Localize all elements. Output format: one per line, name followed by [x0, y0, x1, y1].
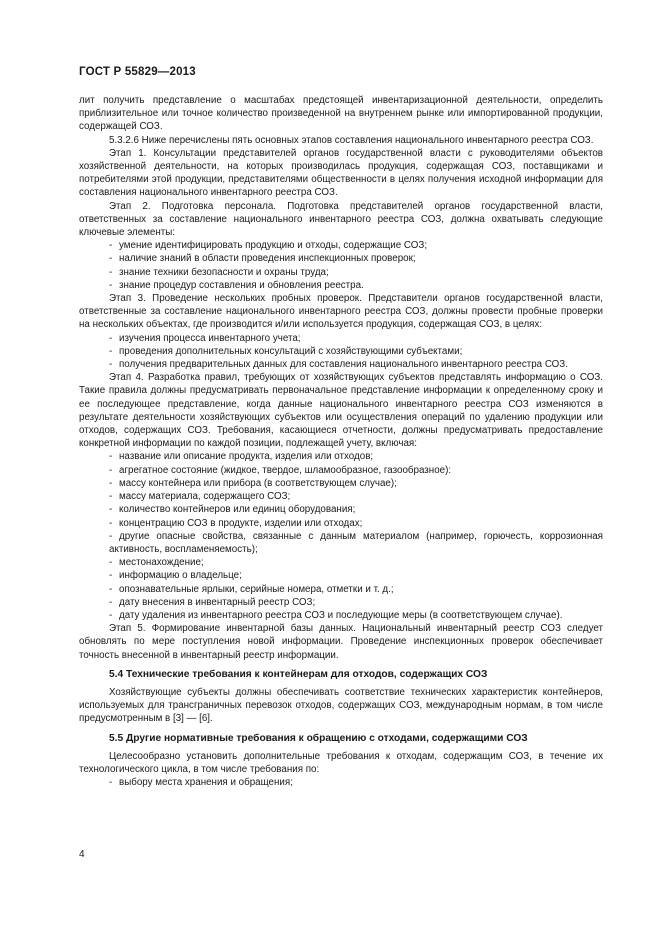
paragraph: Хозяйствующие субъекты должны обеспечивать соответствие технических характеристик контейнеров, используемых для трансграничных перевозок отходов, содержащих СОЗ, международным нормам, в том числе предусмотренным в [3] — [6].	[79, 686, 603, 725]
list-item: - проведения дополнительных консультаций с хозяйствующими субъектами;	[109, 345, 463, 357]
paragraph: 5.3.2.6 Ниже перечислены пять основных этапов составления национального инвентарного реестра СОЗ.	[109, 134, 594, 146]
list-item: - агрегатное состояние (жидкое, твердое, шламообразное, газообразное):	[109, 464, 452, 476]
paragraph: Этап 3. Проведение нескольких пробных проверок. Представители органов государственной власти, ответственные за составление национального инвентарного реестра СОЗ, должны провести пробные проверки на нескольких объектах, где производится и/или используется продукция, содержащая СОЗ, в целях:	[79, 293, 603, 331]
list-item: - информацию о владельце;	[109, 570, 242, 582]
list-item: - опознавательные ярлыки, серийные номера, отметки и т. д.;	[109, 583, 394, 595]
document-header: ГОСТ Р 55829—2013	[79, 66, 196, 78]
section-heading-5-5: 5.5 Другие нормативные требования к обращению с отходами, содержащими СОЗ	[109, 732, 528, 744]
list-requirements	[79, 776, 603, 789]
paragraph: лит получить представление о масштабах предстоящей инвентаризационной деятельности, определить приблизительное или точное количество произведенной на внутреннем рынке или импортированной продукции, содержащей СОЗ.	[79, 95, 603, 133]
paragraph: Этап 5. Формирование инвентарной базы данных. Национальный инвентарный реестр СОЗ следует обновлять по мере поступления новой информации. Проведение инспекционных проверок обеспечивает точность внесенной в инвентарный реестр информации.	[79, 623, 603, 661]
paragraph: Целесообразно установить дополнительные требования к отходам, содержащим СОЗ, в течение их технологического цикла, в том числе требования по:	[79, 750, 603, 775]
list-item: - концентрацию СОЗ в продукте, изделии или отходах;	[109, 517, 363, 529]
list-item: - получения предварительных данных для составления национального инвентарного реестра СОЗ.	[109, 359, 568, 371]
page-number: 4	[79, 849, 85, 860]
list-item: - умение идентифицировать продукцию и отходы, содержащие СОЗ;	[109, 240, 428, 252]
section-heading-5-4: 5.4 Технические требования к контейнерам для отходов, содержащих СОЗ	[109, 668, 488, 680]
list-item: - другие опасные свойства, связанные с данным материалом (например, горючесть, коррозионная активность, воспламеняемость);	[109, 530, 603, 555]
list-key-elements	[79, 239, 603, 292]
list-item: - выбору места хранения и обращения;	[109, 777, 293, 789]
list-item: - знание процедур составления и обновления реестра.	[109, 279, 364, 291]
list-item: - массу материала, содержащего СОЗ;	[109, 491, 291, 503]
list-item: - массу контейнера или прибора (в соответствующем случае);	[109, 477, 397, 489]
list-item: - дату внесения в инвентарный реестр СОЗ;	[109, 596, 316, 608]
list-item: - название или описание продукта, изделия или отходов;	[109, 451, 374, 463]
list-item: - количество контейнеров или единиц оборудования;	[109, 504, 356, 516]
list-item: - изучения процесса инвентарного учета;	[109, 332, 301, 344]
paragraph: Этап 4. Разработка правил, требующих от хозяйствующих субъектов представлять информацию о СОЗ. Такие правила должны предусматривать первоначальное представление информации к определенному сроку и ее последующее представление, когда данные национального инвентарного реестра СОЗ изменяются в результате деятельности хозяйствующих субъектов или осуществления операций по удалению продукции или отходов, содержащих СОЗ. Требования, касающиеся отчетности, должны предусматривать предоставление конкретной информации по каждой позиции, подлежащей учету, включая:	[79, 372, 603, 450]
document-body	[79, 94, 603, 789]
list-goals	[79, 332, 603, 372]
list-item: - знание техники безопасности и охраны труда;	[109, 266, 329, 278]
paragraph: Этап 2. Подготовка персонала. Подготовка представителей органов государственной власти, ответственных за составление национального инвентарного реестра СОЗ, должна охватывать следующие ключевые элементы:	[79, 200, 603, 239]
list-item: - дату удаления из инвентарного реестра СОЗ и последующие меры (в соответствующем случае).	[109, 609, 563, 621]
list-item: - наличие знаний в области проведения инспекционных проверок;	[109, 253, 416, 265]
paragraph: Этап 1. Консультации представителей органов государственной власти с руководителями объектов хозяйственной деятельности, на которых производилась продукция, содержащая СОЗ, поставщиками и потребителями этой продукции, представителями общественности в целях получения исходной информации для составления национального инвентарного реестра СОЗ.	[79, 147, 603, 199]
list-reporting-items	[79, 450, 603, 622]
list-item: - местонахождение;	[109, 557, 204, 569]
